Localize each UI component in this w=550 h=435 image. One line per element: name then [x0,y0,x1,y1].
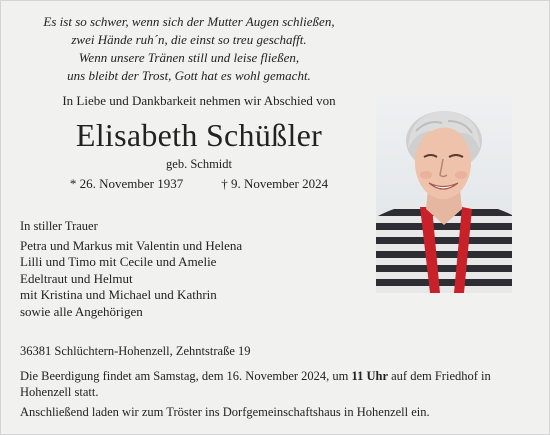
poem-line: Es ist so schwer, wenn sich der Mutter Augen schließen, [43,14,335,29]
poem-line: uns bleibt der Trost, Gott hat es wohl gemacht. [67,68,311,83]
portrait-photo [376,97,512,293]
death-date: † 9. November 2024 [221,176,329,191]
deceased-name: Elisabeth Schüßler [75,117,323,153]
funeral-time: 11 Uhr [351,369,388,383]
funeral-text-start: Die Beerdigung findet am Samstag, dem 16. November 2024, um [20,369,352,383]
mourning-address: 36381 Schlüchtern-Hohenzell, Zehntstraße 19 [20,344,251,358]
poem-line: Wenn unsere Tränen still und leise fließen, [78,50,300,65]
life-dates [1,176,397,192]
funeral-info [20,368,540,400]
mourning-label: In stiller Trauer [20,219,98,233]
family-line: Edeltraut und Helmut [20,270,133,286]
family-line: Lilli und Timo mit Cecile und Amelie [20,254,217,270]
family-line: mit Kristina und Michael und Kathrin [20,287,217,303]
birth-date: * 26. November 1937 [69,176,184,191]
family-line: sowie alle Angehörigen [20,303,143,319]
intro-text: In Liebe und Dankbarkeit nehmen wir Abschied von [62,93,336,108]
poem-line: zwei Hände ruh´n, die einst so treu geschafft. [71,32,307,47]
reception-info: Anschließend laden wir zum Tröster ins Dorfgemeinschaftshaus in Hohenzell ein. [20,405,430,419]
family-list [20,238,242,320]
family-line: Petra und Markus mit Valentin und Helena [20,238,243,253]
poem [1,13,377,85]
funeral-text-end: auf dem Friedhof in Hohenzell statt. [20,369,491,399]
maiden-name: geb. Schmidt [166,157,232,171]
